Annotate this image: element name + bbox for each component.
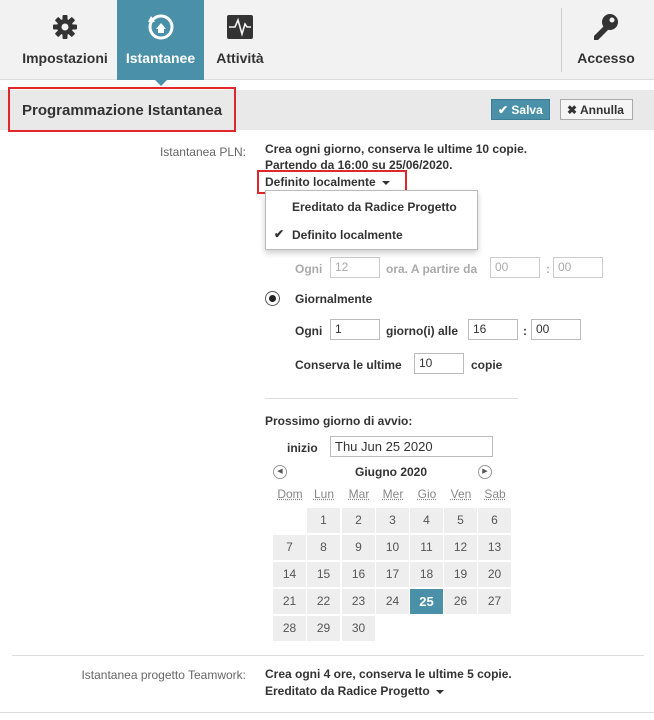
calendar-day-7[interactable]: 7 bbox=[273, 535, 306, 560]
bottom-divider bbox=[0, 712, 654, 713]
calendar-day-30[interactable]: 30 bbox=[342, 616, 375, 641]
calendar-day-24[interactable]: 24 bbox=[376, 589, 409, 614]
chevron-down-icon bbox=[436, 690, 444, 694]
pln-summary-line2: Partendo da 16:00 su 25/06/2020. bbox=[265, 158, 453, 172]
hourly-every-input[interactable]: 12 bbox=[330, 257, 380, 278]
cancel-button-label: Annulla bbox=[579, 103, 624, 117]
weekday-ven: Ven bbox=[450, 487, 472, 501]
teamwork-source-selected: Ereditato da Radice Progetto bbox=[265, 684, 430, 698]
calendar-day-28[interactable]: 28 bbox=[273, 616, 306, 641]
pln-label: Istantanea PLN: bbox=[159, 145, 246, 159]
calendar-day-18[interactable]: 18 bbox=[410, 562, 443, 587]
calendar-day-4[interactable]: 4 bbox=[410, 508, 443, 533]
calendar-day-2[interactable]: 2 bbox=[342, 508, 375, 533]
calendar-day-26[interactable]: 26 bbox=[444, 589, 477, 614]
calendar-day-12[interactable]: 12 bbox=[444, 535, 477, 560]
hourly-start-hour-input[interactable]: 00 bbox=[490, 257, 540, 278]
daily-every-label: Ogni bbox=[295, 324, 323, 338]
activity-monitor-icon bbox=[225, 12, 255, 42]
hourly-every-label: Ogni bbox=[295, 262, 323, 276]
teamwork-label: Istantanea progetto Teamwork: bbox=[81, 668, 246, 682]
toolbar-access-label: Accesso bbox=[577, 50, 635, 66]
toolbar-activity-button[interactable] bbox=[205, 0, 275, 80]
calendar-day-1[interactable]: 1 bbox=[307, 508, 340, 533]
toolbar-separator bbox=[561, 8, 562, 72]
calendar-day-23[interactable]: 23 bbox=[342, 589, 375, 614]
calendar-day-25[interactable]: 25 bbox=[410, 589, 443, 614]
calendar-day-29[interactable]: 29 bbox=[307, 616, 340, 641]
start-date-input[interactable]: Thu Jun 25 2020 bbox=[330, 436, 493, 457]
keep-count-input[interactable]: 10 bbox=[414, 353, 464, 374]
calendar-month-label: Giugno 2020 bbox=[355, 465, 428, 479]
calendar-day-10[interactable]: 10 bbox=[376, 535, 409, 560]
toolbar-access-button[interactable] bbox=[570, 0, 642, 80]
next-month-button[interactable] bbox=[478, 465, 492, 479]
page-title: Programmazione Istantanea bbox=[8, 87, 236, 132]
toolbar-activity-label: Attività bbox=[216, 50, 264, 66]
menu-item-inherited-label: Ereditato da Radice Progetto bbox=[292, 200, 457, 214]
daily-every-input[interactable]: 1 bbox=[330, 319, 380, 340]
calendar-day-6[interactable]: 6 bbox=[478, 508, 511, 533]
keep-unit-label: copie bbox=[471, 358, 503, 372]
cancel-button[interactable] bbox=[560, 99, 633, 120]
section-divider bbox=[265, 398, 518, 399]
daily-colon: : bbox=[523, 324, 527, 338]
menu-item-local[interactable] bbox=[266, 222, 477, 248]
checkmark-icon: ✔ bbox=[274, 227, 285, 241]
calendar-day-11[interactable]: 11 bbox=[410, 535, 443, 560]
check-icon: ✔ bbox=[498, 103, 509, 117]
pln-source-menu bbox=[265, 190, 478, 250]
calendar-day-20[interactable]: 20 bbox=[478, 562, 511, 587]
arrow-right-icon: ▶ bbox=[482, 468, 488, 475]
calendar-day-5[interactable]: 5 bbox=[444, 508, 477, 533]
calendar-day-14[interactable]: 14 bbox=[273, 562, 306, 587]
save-button[interactable] bbox=[491, 99, 550, 120]
calendar-day-13[interactable]: 13 bbox=[478, 535, 511, 560]
hourly-unit-label: ora. A partire da bbox=[386, 262, 478, 276]
snapshot-restore-icon bbox=[146, 12, 176, 42]
weekday-gio: Gio bbox=[417, 487, 437, 501]
gear-icon bbox=[50, 12, 80, 42]
daily-hour-input[interactable]: 16 bbox=[468, 319, 518, 340]
close-icon: ✖ bbox=[567, 103, 578, 117]
weekday-dom: Dom bbox=[277, 487, 303, 501]
start-label: inizio bbox=[287, 441, 318, 455]
save-button-label: Salva bbox=[511, 103, 543, 117]
calendar-day-17[interactable]: 17 bbox=[376, 562, 409, 587]
daily-minute-input[interactable]: 00 bbox=[531, 319, 581, 340]
menu-item-local-label: Definito localmente bbox=[292, 228, 403, 242]
calendar-day-22[interactable]: 22 bbox=[307, 589, 340, 614]
chevron-down-icon bbox=[382, 181, 390, 185]
daily-unit-label: giorno(i) alle bbox=[386, 324, 458, 338]
weekday-lun: Lun bbox=[313, 487, 335, 501]
calendar-day-3[interactable]: 3 bbox=[376, 508, 409, 533]
prev-month-button[interactable] bbox=[273, 465, 287, 479]
arrow-left-icon: ◀ bbox=[277, 468, 283, 475]
menu-item-inherited[interactable] bbox=[266, 194, 477, 220]
row-divider bbox=[12, 655, 644, 656]
teamwork-summary: Crea ogni 4 ore, conserva le ultime 5 copie. bbox=[265, 667, 512, 681]
calendar-day-19[interactable]: 19 bbox=[444, 562, 477, 587]
calendar-day-15[interactable]: 15 bbox=[307, 562, 340, 587]
pln-source-selected: Definito localmente bbox=[265, 175, 376, 189]
toolbar-snapshots-label: Istantanee bbox=[125, 50, 196, 66]
calendar-day-27[interactable]: 27 bbox=[478, 589, 511, 614]
pln-source-dropdown[interactable] bbox=[265, 175, 390, 189]
weekday-mar: Mar bbox=[348, 487, 370, 501]
hourly-start-minute-input[interactable]: 00 bbox=[553, 257, 603, 278]
calendar-day-8[interactable]: 8 bbox=[307, 535, 340, 560]
top-toolbar bbox=[0, 0, 654, 80]
calendar-day-9[interactable]: 9 bbox=[342, 535, 375, 560]
toolbar-settings-button[interactable] bbox=[14, 0, 116, 80]
weekday-mer: Mer bbox=[382, 487, 404, 501]
keep-label: Conserva le ultime bbox=[295, 358, 402, 372]
calendar-day-21[interactable]: 21 bbox=[273, 589, 306, 614]
hourly-colon: : bbox=[546, 262, 550, 276]
pln-summary-line1: Crea ogni giorno, conserva le ultime 10 copie. bbox=[265, 142, 528, 156]
next-start-label: Prossimo giorno di avvio: bbox=[265, 414, 413, 428]
daily-radio[interactable] bbox=[265, 291, 280, 306]
toolbar-settings-label: Impostazioni bbox=[22, 50, 108, 66]
toolbar-snapshots-button[interactable] bbox=[117, 0, 204, 80]
teamwork-source-dropdown[interactable] bbox=[265, 684, 444, 698]
calendar-day-16[interactable]: 16 bbox=[342, 562, 375, 587]
weekday-sab: Sab bbox=[484, 487, 506, 501]
key-icon bbox=[591, 12, 621, 42]
daily-label: Giornalmente bbox=[295, 292, 373, 306]
